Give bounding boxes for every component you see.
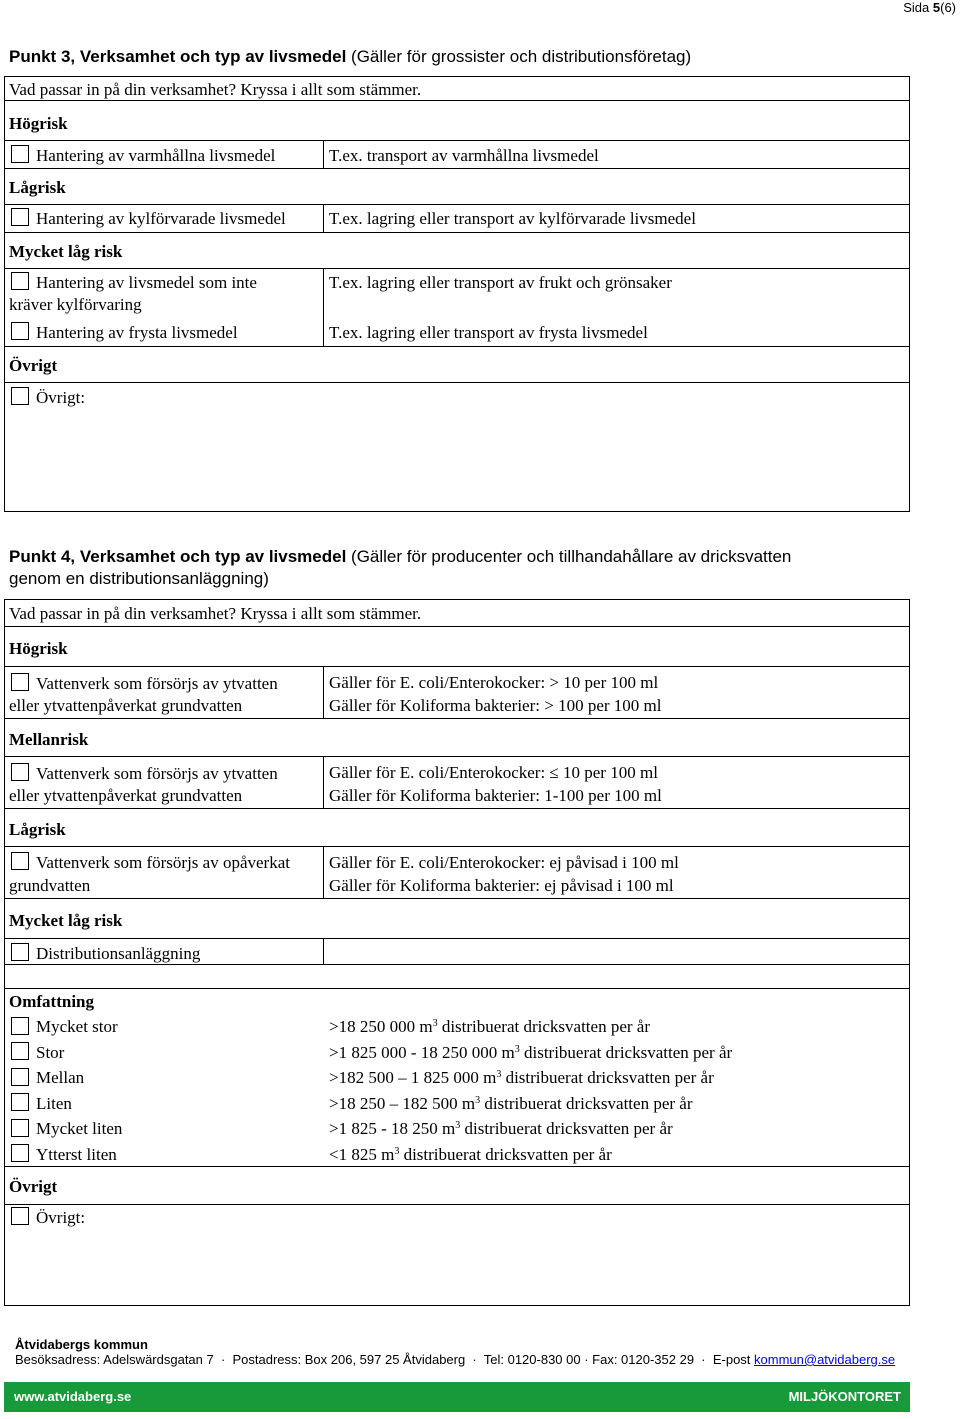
checkbox-kylforvarade[interactable] xyxy=(11,208,29,226)
lagrisk-note-ecoli: Gäller för E. coli/Enterokocker: ej påvisad i 100 ml xyxy=(329,853,679,872)
scope-label: Ytterst liten xyxy=(36,1145,117,1164)
punkt3-title: Punkt 3, Verksamhet och typ av livsmedel (Gäller för grossister och distributionsföretag) xyxy=(9,47,692,66)
footer-address: Besöksadress: Adelswärdsgatan 7 · Postadress: Box 206, 597 25 Åtvidaberg · Tel: 0120-830 00 · Fax: 0120-352 29 · E-post kommun@atvidaberg.se xyxy=(15,1352,896,1367)
punkt4-title: Punkt 4, Verksamhet och typ av livsmedel (Gäller för producenter och tillhandahållare av dricksvatten xyxy=(9,547,792,566)
checkbox-scope-mycket-stor[interactable] xyxy=(11,1017,29,1035)
scope-volume: <1 825 $m^3$ distribuerat dricksvatten per år xyxy=(329,1145,612,1164)
punkt4-omfattning-label: Omfattning xyxy=(9,992,94,1011)
punkt4-ovrigt-label: Övrigt: xyxy=(36,1208,86,1227)
option-varmhallna: Hantering av varmhållna livsmedel xyxy=(36,146,276,165)
mellanrisk-note-koliforma: Gäller för Koliforma bakterier: 1-100 per 100 ml xyxy=(329,786,662,805)
punkt4-mycket-lag-label: Mycket låg risk xyxy=(9,911,123,930)
checkbox-scope-liten[interactable] xyxy=(11,1093,29,1111)
example-frukt: T.ex. lagring eller transport av frukt och grönsaker xyxy=(329,273,672,292)
example-kylforvarade: T.ex. lagring eller transport av kylförvarade livsmedel xyxy=(329,209,696,228)
hogrisk-option-line1: Vattenverk som försörjs av ytvatten xyxy=(36,674,278,693)
checkbox-lagrisk-vattenverk[interactable] xyxy=(11,852,29,870)
mellanrisk-option-line1: Vattenverk som försörjs av ytvatten xyxy=(36,764,278,783)
footer-department: MILJÖKONTORET xyxy=(788,1389,901,1404)
scope-volume: >182 500 – 1 825 000 $m^3$ distribuerat dricksvatten per år xyxy=(329,1068,714,1087)
lagrisk-option-line2: grundvatten xyxy=(9,876,91,895)
footer-email-link[interactable]: kommun@atvidaberg.se xyxy=(754,1352,896,1367)
option-frysta: Hantering av frysta livsmedel xyxy=(36,323,238,342)
checkbox-frysta[interactable] xyxy=(11,322,29,340)
punkt3-ovrigt-header: Övrigt xyxy=(9,356,58,375)
scope-label: Mycket stor xyxy=(36,1017,118,1036)
checkbox-punkt4-ovrigt[interactable] xyxy=(11,1207,29,1225)
scope-volume: >1 825 - 18 250 $m^3$ distribuerat dricksvatten per år xyxy=(329,1119,673,1138)
checkbox-scope-ytterst-liten[interactable] xyxy=(11,1144,29,1162)
checkbox-distributionsanlaggning[interactable] xyxy=(11,943,29,961)
hogrisk-option-line2: eller ytvattenpåverkat grundvatten xyxy=(9,696,243,715)
punkt4-title-line2: genom en distributionsanläggning) xyxy=(9,569,269,588)
option-ej-kylforvaring-line2: kräver kylförvaring xyxy=(9,295,142,314)
footer-green-bar xyxy=(4,1382,910,1412)
scope-volume: >18 250 – 182 500 $m^3$ distribuerat dricksvatten per år xyxy=(329,1094,693,1113)
lagrisk-option-line1: Vattenverk som försörjs av opåverkat xyxy=(36,853,290,872)
page-number: Sida 5(6) xyxy=(903,0,956,15)
option-ej-kylforvaring-line1: Hantering av livsmedel som inte xyxy=(36,273,257,292)
checkbox-punkt3-ovrigt[interactable] xyxy=(11,387,29,405)
checkbox-mellanrisk-vattenverk[interactable] xyxy=(11,763,29,781)
checkbox-ej-kylforvaring[interactable] xyxy=(11,272,29,290)
checkbox-varmhallna[interactable] xyxy=(11,145,29,163)
footer-organization: Åtvidabergs kommun xyxy=(15,1337,148,1352)
scope-volume: >1 825 000 - 18 250 000 $m^3$ distribuerat dricksvatten per år xyxy=(329,1043,733,1062)
checkbox-hogrisk-vattenverk[interactable] xyxy=(11,673,29,691)
punkt4-lagrisk-label: Lågrisk xyxy=(9,820,66,839)
hogrisk-note-koliforma: Gäller för Koliforma bakterier: > 100 per 100 ml xyxy=(329,696,662,715)
punkt4-hogrisk-label: Högrisk xyxy=(9,639,68,658)
checkbox-scope-mycket-liten[interactable] xyxy=(11,1119,29,1137)
option-distributionsanlaggning: Distributionsanläggning xyxy=(36,944,201,963)
punkt4-ovrigt-header: Övrigt xyxy=(9,1177,58,1196)
footer-website-link[interactable]: www.atvidaberg.se xyxy=(14,1389,132,1404)
punkt3-ovrigt-label: Övrigt: xyxy=(36,388,86,407)
mellanrisk-note-ecoli: Gäller för E. coli/Enterokocker: ≤ 10 per 100 ml xyxy=(329,763,658,782)
punkt3-hogrisk-label: Högrisk xyxy=(9,114,68,133)
punkt4-question: Vad passar in på din verksamhet? Kryssa i allt som stämmer. xyxy=(9,604,422,623)
lagrisk-note-koliforma: Gäller för Koliforma bakterier: ej påvisad i 100 ml xyxy=(329,876,674,895)
mellanrisk-option-line2: eller ytvattenpåverkat grundvatten xyxy=(9,786,243,805)
punkt3-lagrisk-label: Lågrisk xyxy=(9,178,66,197)
scope-volume: >18 250 000 $m^3$ distribuerat dricksvatten per år xyxy=(329,1017,650,1036)
scope-label: Mycket liten xyxy=(36,1119,123,1138)
option-kylforvarade: Hantering av kylförvarade livsmedel xyxy=(36,209,286,228)
punkt3-mycket-lag-label: Mycket låg risk xyxy=(9,242,123,261)
scope-label: Stor xyxy=(36,1043,65,1062)
punkt4-mellanrisk-label: Mellanrisk xyxy=(9,730,89,749)
hogrisk-note-ecoli: Gäller för E. coli/Enterokocker: > 10 per 100 ml xyxy=(329,673,659,692)
scope-label: Mellan xyxy=(36,1068,85,1087)
punkt3-question: Vad passar in på din verksamhet? Kryssa i allt som stämmer. xyxy=(9,80,422,99)
scope-label: Liten xyxy=(36,1094,72,1113)
checkbox-scope-mellan[interactable] xyxy=(11,1068,29,1086)
checkbox-scope-stor[interactable] xyxy=(11,1042,29,1060)
example-varmhallna: T.ex. transport av varmhållna livsmedel xyxy=(329,146,599,165)
example-frysta: T.ex. lagring eller transport av frysta livsmedel xyxy=(329,323,648,342)
